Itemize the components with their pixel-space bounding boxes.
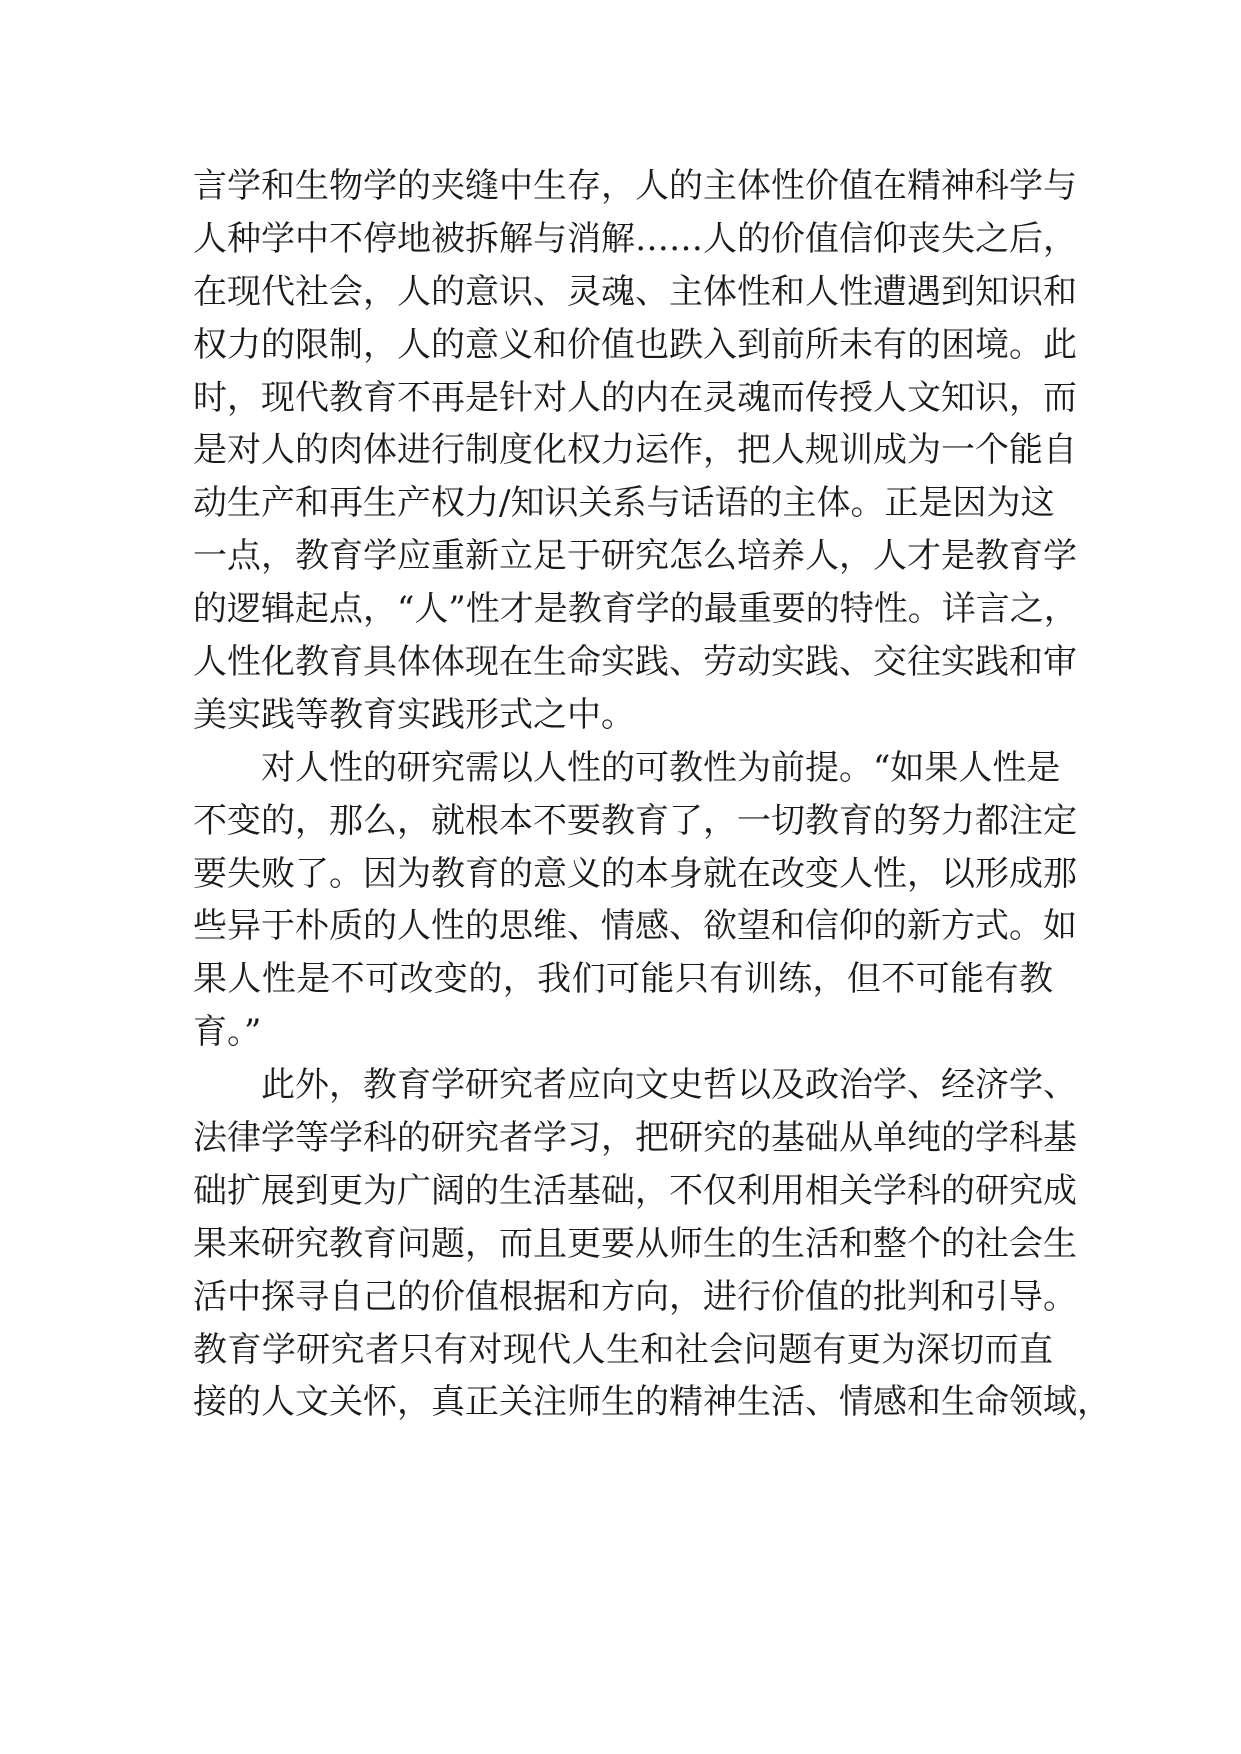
text-line: 一点，教育学应重新立足于研究怎么培养人，人才是教育学 xyxy=(193,536,1077,577)
text-line: 教育学研究者只有对现代人生和社会问题有更为深切而直 xyxy=(193,1329,1053,1370)
text-line: 言学和生物学的夹缝中生存，人的主体性价值在精神科学与 xyxy=(193,166,1077,206)
text-line: 法律学等学科的研究者学习，把研究的基础从单纯的学科基 xyxy=(193,1118,1077,1159)
text-line: 人种学中不停地被拆解与消解……人的价值信仰丧失之后， xyxy=(193,218,1077,259)
text-line: 美实践等教育实践形式之中。 xyxy=(193,694,635,735)
text-line: 果来研究教育问题，而且更要从师生的生活和整个的社会生 xyxy=(193,1223,1077,1264)
paragraph xyxy=(193,160,1078,742)
text-line: 础扩展到更为广阔的生活基础，不仅利用相关学科的研究成 xyxy=(193,1170,1077,1211)
text-line: 此外，教育学研究者应向文史哲以及政治学、经济学、 xyxy=(261,1065,1077,1106)
text-line: 接的人文关怀，真正关注师生的精神生活、情感和生命领域， xyxy=(193,1382,1111,1423)
text-line: 时，现代教育不再是针对人的内在灵魂而传授人文知识，而 xyxy=(193,377,1077,418)
text-line: 不变的，那么，就根本不要教育了，一切教育的努力都注定 xyxy=(193,800,1077,841)
paragraph xyxy=(193,1059,1111,1429)
paragraph xyxy=(193,742,1077,1059)
text-line: 育。” xyxy=(193,1012,262,1053)
text-line: 人性化教育具体体现在生命实践、劳动实践、交往实践和审 xyxy=(193,642,1077,683)
text-line: 动生产和再生产权力/知识关系与话语的主体。正是因为这 xyxy=(193,483,1055,524)
text-line: 些异于朴质的人性的思维、情感、欲望和信仰的新方式。如 xyxy=(193,906,1077,947)
text-line: 是对人的肉体进行制度化权力运作，把人规训成为一个能自 xyxy=(193,430,1077,471)
text-line: 要失败了。因为教育的意义的本身就在改变人性，以形成那 xyxy=(193,853,1077,894)
text-line: 权力的限制，人的意义和价值也跌入到前所未有的困境。此 xyxy=(193,324,1077,365)
body-text xyxy=(193,160,1111,1429)
text-line: 果人性是不可改变的，我们可能只有训练，但不可能有教 xyxy=(193,959,1053,1000)
text-line: 的逻辑起点，“人”性才是教育学的最重要的特性。详言之， xyxy=(193,589,1078,630)
text-line: 在现代社会，人的意识、灵魂、主体性和人性遭遇到知识和 xyxy=(193,271,1077,312)
text-line: 活中探寻自己的价值根据和方向，进行价值的批判和引导。 xyxy=(193,1276,1077,1317)
text-line: 对人性的研究需以人性的可教性为前提。“如果人性是 xyxy=(261,747,1061,788)
